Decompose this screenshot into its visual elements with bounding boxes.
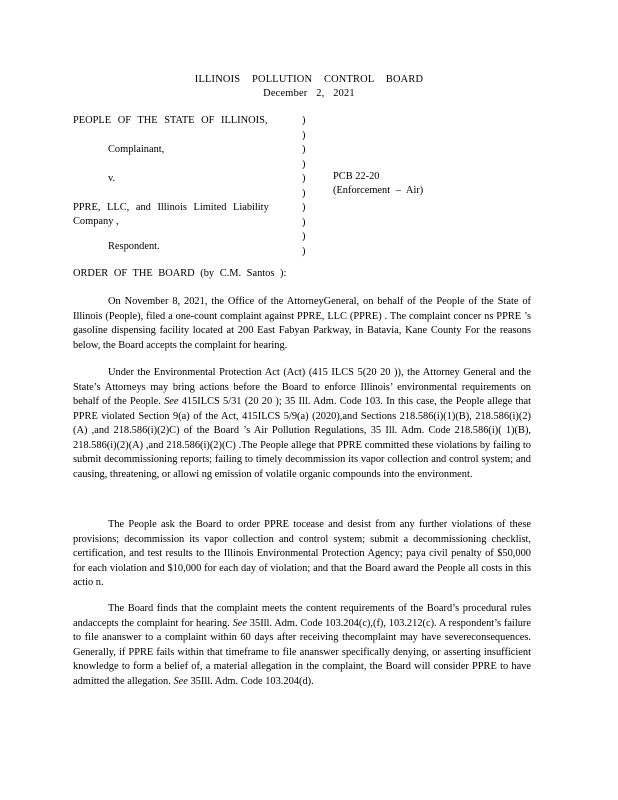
paragraph-authority-text-cont: 415ILCS 5/31 (20 20 ); 35 Ill. Adm. Code 103. In this case, the People allege that PPRE violated Section 9(a) of the Act, 415ILCS 5/9(a) (2020),and Sections 218.586(i)(1)(B), 218.586(i)(2)(A) ,and 218.586(i)(2)C) of the Board ’s Air Pollution Regulations, 35 Ill. Adm. Code 218.586(i)( 1)(B), 218.586(i)(2)(A) ,and 218.586(i)(2)(C) .The People allege that PPRE committed these violations by failing to submit decommissioning reports; failing to timely decommission its vapor collection and control system; and causing, threatening, or allowi ng emission of volatile organic compounds into the environment.	[73, 396, 531, 480]
bracket-mark: )	[302, 144, 306, 155]
plaintiff-name: PEOPLE OF THE STATE OF ILLINOIS,	[73, 115, 268, 126]
bracket-mark: )	[302, 216, 306, 228]
bracket-mark: )	[302, 173, 306, 184]
case-number: PCB 22-20	[333, 171, 380, 182]
paragraph-authority-text: Under the Environmental Protection Act (Act) (415 ILCS 5(20 20 )), the Attorney General and the State’s Attorneys may bring actions before the Board to enforce Illinois’ environmental requirements on behalf of the People.	[73, 367, 531, 407]
paragraph-authority	[73, 366, 531, 482]
paragraph-findings-text-cont: 35Ill. Adm. Code 103.204(c),(f), 103.212(c). A respondent’s failure to file ananswer to a complaint within 60 days after receiving thecomplaint may have severeconsequences. Generally, if PPRE fails within that timeframe to file ananswer specifically denying, or asserting insufficient knowledge to form a belief of, a material allegation in the complaint, the Board will consider PPRE to have admitted the allegation.	[73, 617, 531, 687]
paragraph-findings-text: The Board finds that the complaint meets the content requirements of the Board’s procedural rules andaccepts the complaint for hearing.	[73, 603, 531, 629]
bracket-mark: )	[302, 129, 306, 141]
citation-signal: See	[164, 396, 179, 407]
bracket-mark: )	[302, 202, 306, 213]
defendant-role: Respondent.	[108, 241, 160, 252]
bracket-mark: )	[302, 245, 306, 257]
plaintiff-role: Complainant,	[108, 144, 165, 155]
defendant-name-line-2: Company ,	[73, 216, 119, 227]
bracket-mark: )	[302, 115, 306, 126]
citation-signal: See	[173, 675, 188, 687]
bracket-mark: )	[302, 158, 306, 170]
board-name-heading: ILLINOIS POLLUTION CONTROL BOARD	[194, 74, 424, 85]
case-type: (Enforcement – Air)	[333, 185, 424, 196]
bracket-mark: )	[302, 231, 306, 242]
citation-signal: See	[232, 617, 248, 629]
defendant-name-line-1: PPRE, LLC, and Illinois Limited Liability	[73, 202, 269, 213]
paragraph-findings-citation: 35Ill. Adm. Code 103.204(d).	[190, 675, 314, 687]
paragraph-filing: On November 8, 2021, the Office of the AttorneyGeneral, on behalf of the People of the State of Illinois (People), filed a one-count complaint against PPRE, LLC (PPRE) . The complaint concer ns PPRE ’s gasoline dispensing facility located at 200 East Fabyan Parkway, in Batavia, Kane County For the reasons below, the Board accepts the complaint for hearing.	[73, 296, 531, 351]
bracket-mark: )	[302, 187, 306, 199]
order-date: December 2, 2021	[263, 88, 355, 99]
case-caption	[73, 114, 553, 257]
versus: v.	[108, 173, 116, 184]
paragraph-relief: The People ask the Board to order PPRE tocease and desist from any further violations of these provisions; decommission its vapor collection and control system; submit a decommissioning checklist, certification, and test results to the Illinois Environmental Protection Agency; paya civil penalty of $50,000 for each violation and $10,000 for each day of violation; and that the Board award the People all costs in this actio n.	[73, 519, 531, 588]
order-heading: ORDER OF THE BOARD (by C.M. Santos ):	[73, 268, 287, 279]
paragraph-findings	[73, 602, 531, 689]
caption-bracket	[302, 114, 312, 259]
